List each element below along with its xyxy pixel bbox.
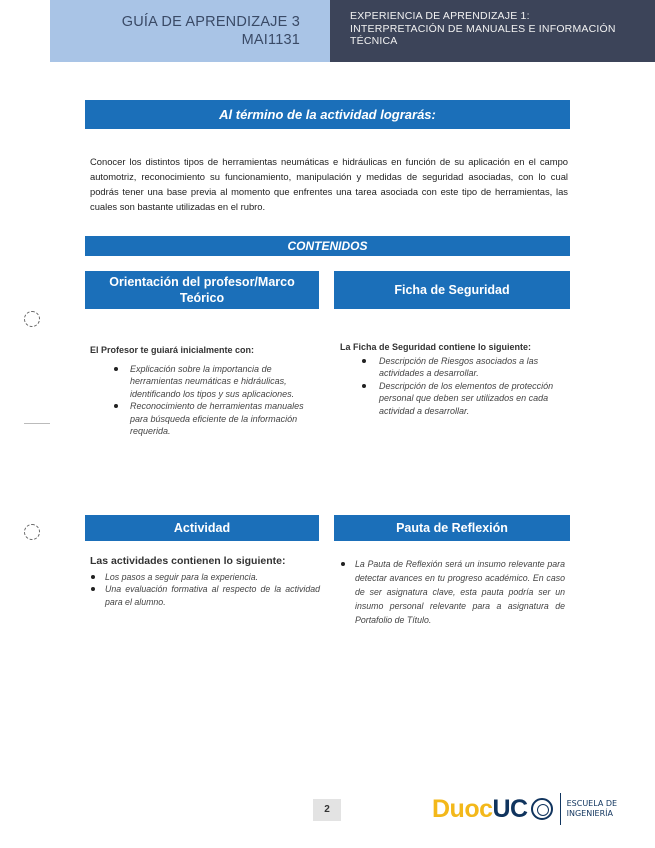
activity-lead: Las actividades contienen lo siguiente: xyxy=(90,555,286,567)
school-line-2: INGENIERÍA xyxy=(566,809,613,818)
logo-duoc-text: Duoc xyxy=(432,794,493,823)
teacher-lead: El Profesor te guiará inicialmente con: xyxy=(90,345,255,355)
list-item: Una evaluación formativa al respecto de la actividad para el alumno. xyxy=(105,584,320,607)
reflection-heading: Pauta de Reflexión xyxy=(334,515,570,541)
decorative-divider xyxy=(24,423,50,424)
safety-list xyxy=(340,355,568,418)
safety-sheet-heading: Ficha de Seguridad xyxy=(334,271,570,309)
decorative-circle-icon xyxy=(24,311,40,327)
experience-line-1: EXPERIENCIA DE APRENDIZAJE 1: xyxy=(350,10,530,22)
reflection-section xyxy=(340,557,565,627)
guide-title-block xyxy=(50,0,330,62)
experience-line-3: TÉCNICA xyxy=(350,35,398,47)
list-item: Explicación sobre la importancia de herramientas neumáticas e hidráulicas, identificando los tipos y sus aplicaciones. xyxy=(130,363,320,401)
contents-banner: CONTENIDOS xyxy=(85,236,570,256)
logo-divider xyxy=(560,793,561,825)
safety-lead: La Ficha de Seguridad contiene lo siguiente: xyxy=(340,342,532,352)
page-header xyxy=(0,0,655,62)
school-name xyxy=(567,799,618,819)
activity-list xyxy=(90,571,320,609)
experience-line-2: INTERPRETACIÓN DE MANUALES E INFORMACIÓN xyxy=(350,22,616,35)
duoc-uc-logo xyxy=(432,791,617,827)
course-code: MAI1131 xyxy=(241,32,300,48)
logo-uc-text: UC xyxy=(492,794,528,823)
reflection-list xyxy=(340,557,565,627)
activity-heading: Actividad xyxy=(85,515,319,541)
teacher-list xyxy=(90,363,320,438)
teacher-orientation-heading: Orientación del profesor/Marco Teórico xyxy=(85,271,319,309)
page-number: 2 xyxy=(313,799,341,821)
goal-text: Conocer los distintos tipos de herramientas neumáticas e hidráulicas en función de su aplicación en el campo automotriz, reconocimiento su funcionamiento, manipulación y medidas de seguridad asociadas, con lo cual podrás tener una base previa al momento que enfrentes una tarea asociada con este tipo de herramientas, las cuales son bastante utilizadas en el rubro. xyxy=(90,156,568,212)
school-line-1: ESCUELA DE xyxy=(566,799,618,808)
list-item: Los pasos a seguir para la experiencia. xyxy=(105,571,320,584)
activity-section xyxy=(90,555,320,608)
safety-sheet-section xyxy=(340,341,568,417)
goal-banner: Al término de la actividad lograrás: xyxy=(85,100,570,129)
decorative-circle-icon xyxy=(24,524,40,540)
list-item: La Pauta de Reflexión será un insumo relevante para detectar avances en tu progreso académico. En caso de ser asignatura clave, esta pauta podría ser un insumo personal relevante para a asignatura de Portafolio de Título. xyxy=(355,559,565,625)
teacher-orientation-section xyxy=(90,344,320,438)
list-item: Descripción de los elementos de protección personal que deben ser utilizados en cada actividad a desarrollar. xyxy=(379,380,568,418)
experience-title-block xyxy=(330,0,655,62)
university-seal-icon xyxy=(531,798,553,820)
list-item: Descripción de Riesgos asociados a las actividades a desarrollar. xyxy=(379,355,568,380)
list-item: Reconocimiento de herramientas manuales para búsqueda eficiente de la información requerida. xyxy=(130,400,320,438)
guide-title: GUÍA DE APRENDIZAJE 3 xyxy=(121,14,300,30)
